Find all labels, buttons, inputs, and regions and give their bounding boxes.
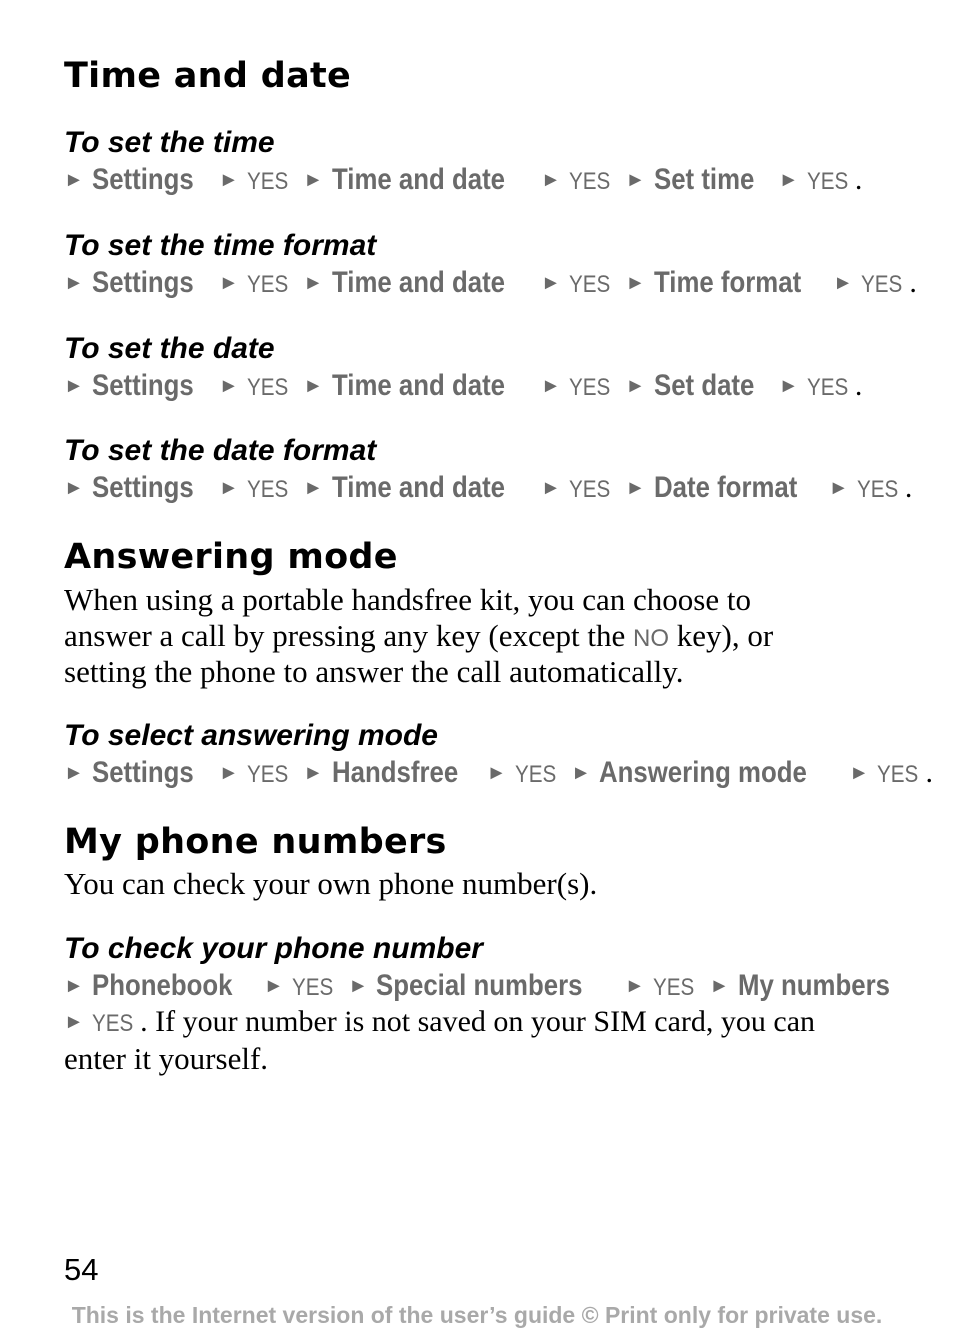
arrow-icon: ► (218, 169, 239, 191)
section-heading-answering-mode: Answering mode (64, 537, 398, 577)
period: . (909, 266, 917, 299)
menu-item: Special numbers (376, 969, 583, 1002)
procedure-title-date-format: To set the date format (64, 434, 377, 467)
arrow-icon: ► (625, 477, 646, 499)
arrow-icon: ► (218, 272, 239, 294)
menu-item: Settings (92, 163, 194, 196)
menu-path-check-phone-number-cont (64, 1005, 815, 1039)
yes-key: YES (92, 1010, 134, 1037)
arrow-icon: ► (571, 762, 591, 784)
procedure-title-check-phone-number: To check your phone number (64, 932, 483, 965)
yes-key: YES (246, 374, 289, 401)
answering-mode-paragraph-line3: setting the phone to answer the call automatically. (64, 654, 684, 689)
yes-key: YES (806, 168, 849, 195)
arrow-icon: ► (541, 477, 561, 499)
yes-key: YES (653, 974, 695, 1001)
text: answer a call by pressing any key (except the (64, 618, 626, 653)
arrow-icon: ► (625, 272, 646, 294)
arrow-icon: ► (303, 762, 324, 784)
yes-key: YES (246, 761, 289, 788)
menu-item: Handsfree (331, 756, 458, 789)
menu-item: My numbers (737, 969, 890, 1002)
menu-item: Time and date (331, 369, 505, 402)
procedure-title-set-date: To set the date (64, 332, 275, 365)
arrow-icon: ► (709, 975, 730, 997)
arrow-icon: ► (64, 975, 84, 997)
arrow-icon: ► (778, 375, 799, 397)
menu-item: Time and date (331, 266, 505, 299)
no-key: NO (632, 625, 669, 652)
section-heading-time-and-date: Time and date (64, 56, 352, 96)
procedure-title-time-format: To set the time format (64, 229, 377, 262)
arrow-icon: ► (541, 375, 561, 397)
menu-path-set-time (64, 163, 862, 197)
menu-path-time-format (64, 266, 917, 300)
arrow-icon: ► (303, 375, 324, 397)
yes-key: YES (291, 974, 334, 1001)
yes-key: YES (569, 476, 611, 503)
arrow-icon: ► (625, 375, 646, 397)
text: key), or (676, 618, 774, 653)
period: . (854, 163, 863, 196)
arrow-icon: ► (849, 762, 870, 784)
menu-item: Set time (653, 163, 755, 196)
menu-item: Time and date (331, 163, 505, 196)
my-phone-numbers-paragraph: You can check your own phone number(s). (64, 866, 598, 901)
arrow-icon: ► (64, 762, 84, 784)
arrow-icon: ► (263, 975, 284, 997)
arrow-icon: ► (218, 762, 239, 784)
menu-item: Answering mode (599, 756, 808, 789)
menu-path-check-phone-number (64, 969, 914, 1003)
yes-key: YES (569, 271, 611, 298)
menu-item: Settings (92, 756, 194, 789)
answering-mode-paragraph-line1: When using a portable handsfree kit, you can choose to (64, 582, 751, 617)
yes-key: YES (514, 761, 557, 788)
answering-mode-paragraph-line2 (64, 618, 773, 657)
arrow-icon: ► (218, 477, 239, 499)
yes-key: YES (246, 271, 289, 298)
procedure-title-answering-mode: To select answering mode (64, 719, 438, 752)
arrow-icon: ► (303, 272, 324, 294)
arrow-icon: ► (625, 169, 646, 191)
arrow-icon: ► (624, 975, 645, 997)
section-heading-my-phone-numbers: My phone numbers (64, 822, 447, 862)
note-text: . If your number is not saved on your SIM card, you can (140, 1005, 816, 1038)
yes-key: YES (861, 271, 903, 298)
arrow-icon: ► (64, 375, 84, 397)
arrow-icon: ► (64, 272, 84, 294)
menu-item: Settings (92, 471, 194, 504)
menu-item: Settings (92, 266, 194, 299)
period: . (854, 369, 863, 402)
period: . (925, 756, 933, 789)
menu-path-answering-mode (64, 756, 933, 790)
arrow-icon: ► (64, 477, 84, 499)
arrow-icon: ► (541, 169, 561, 191)
yes-key: YES (246, 168, 289, 195)
menu-item: Time format (653, 266, 801, 299)
arrow-icon: ► (64, 1011, 84, 1033)
yes-key: YES (806, 374, 849, 401)
arrow-icon: ► (541, 272, 561, 294)
period: . (904, 471, 913, 504)
arrow-icon: ► (303, 169, 324, 191)
menu-item: Settings (92, 369, 194, 402)
yes-key: YES (877, 761, 919, 788)
arrow-icon: ► (218, 375, 239, 397)
menu-path-date-format (64, 471, 912, 505)
page-number: 54 (64, 1252, 99, 1287)
yes-key: YES (569, 374, 611, 401)
arrow-icon: ► (64, 169, 84, 191)
yes-key: YES (569, 168, 611, 195)
arrow-icon: ► (486, 762, 507, 784)
menu-item: Set date (653, 369, 755, 402)
yes-key: YES (856, 476, 899, 503)
procedure-title-set-time: To set the time (64, 126, 275, 159)
note-text-line2: enter it yourself. (64, 1041, 269, 1076)
arrow-icon: ► (303, 477, 324, 499)
arrow-icon: ► (348, 975, 369, 997)
arrow-icon: ► (833, 272, 853, 294)
yes-key: YES (246, 476, 289, 503)
arrow-icon: ► (828, 477, 849, 499)
menu-path-set-date (64, 369, 862, 403)
footer-notice: This is the Internet version of the user’s guide © Print only for private use. (71, 1302, 883, 1328)
menu-item: Time and date (331, 471, 505, 504)
menu-item: Phonebook (92, 969, 233, 1002)
menu-item: Date format (653, 471, 798, 504)
arrow-icon: ► (778, 169, 799, 191)
